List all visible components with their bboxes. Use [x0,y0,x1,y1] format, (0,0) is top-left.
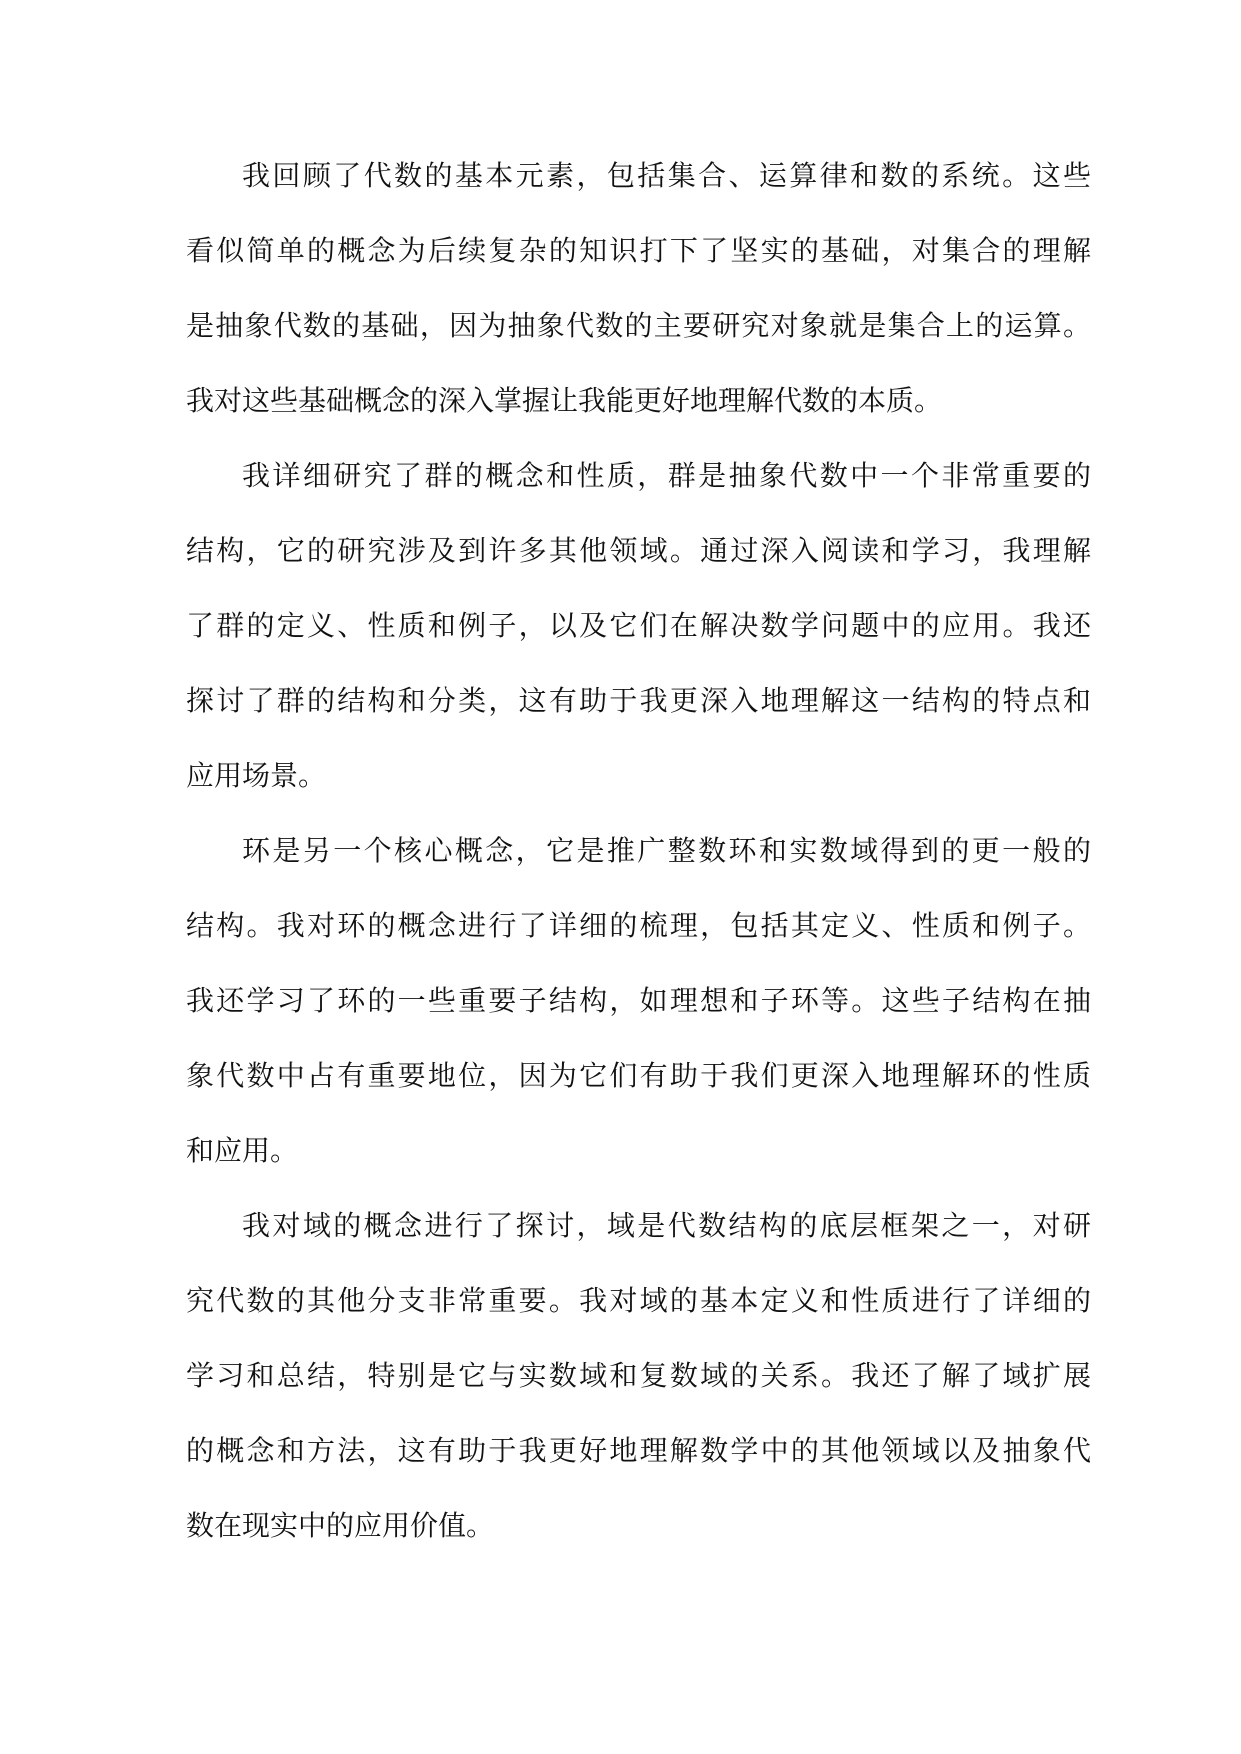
paragraph [186,1188,1091,1563]
paragraph [186,138,1091,438]
text-line: 我对这些基础概念的深入掌握让我能更好地理解代数的本质。 [186,384,943,417]
text-line: 结构，它的研究涉及到许多其他领域。通过深入阅读和学习，我理解 [186,534,1091,567]
text-line: 看似简单的概念为后续复杂的知识打下了坚实的基础，对集合的理解 [186,234,1091,267]
text-line: 我还学习了环的一些重要子结构，如理想和子环等。这些子结构在抽 [186,984,1091,1017]
text-line: 和应用。 [186,1134,299,1167]
text-line: 环是另一个核心概念，它是推广整数环和实数域得到的更一般的 [242,834,1091,867]
text-line: 数在现实中的应用价值。 [186,1509,495,1542]
document-body [186,138,1091,1563]
text-line: 的概念和方法，这有助于我更好地理解数学中的其他领域以及抽象代 [186,1434,1091,1467]
paragraph [186,438,1091,813]
text-line: 学习和总结，特别是它与实数域和复数域的关系。我还了解了域扩展 [186,1359,1091,1392]
text-line: 究代数的其他分支非常重要。我对域的基本定义和性质进行了详细的 [186,1284,1091,1317]
text-line: 是抽象代数的基础，因为抽象代数的主要研究对象就是集合上的运算。 [186,309,1091,342]
text-line: 应用场景。 [186,759,327,792]
text-line: 结构。我对环的概念进行了详细的梳理，包括其定义、性质和例子。 [186,909,1091,942]
text-line: 我回顾了代数的基本元素，包括集合、运算律和数的系统。这些 [242,159,1091,192]
text-line: 探讨了群的结构和分类，这有助于我更深入地理解这一结构的特点和 [186,684,1091,717]
text-line: 了群的定义、性质和例子，以及它们在解决数学问题中的应用。我还 [186,609,1091,642]
text-line: 我详细研究了群的概念和性质，群是抽象代数中一个非常重要的 [242,459,1091,492]
text-line: 象代数中占有重要地位，因为它们有助于我们更深入地理解环的性质 [186,1059,1091,1092]
paragraph [186,813,1091,1188]
text-line: 我对域的概念进行了探讨，域是代数结构的底层框架之一，对研 [242,1209,1091,1242]
